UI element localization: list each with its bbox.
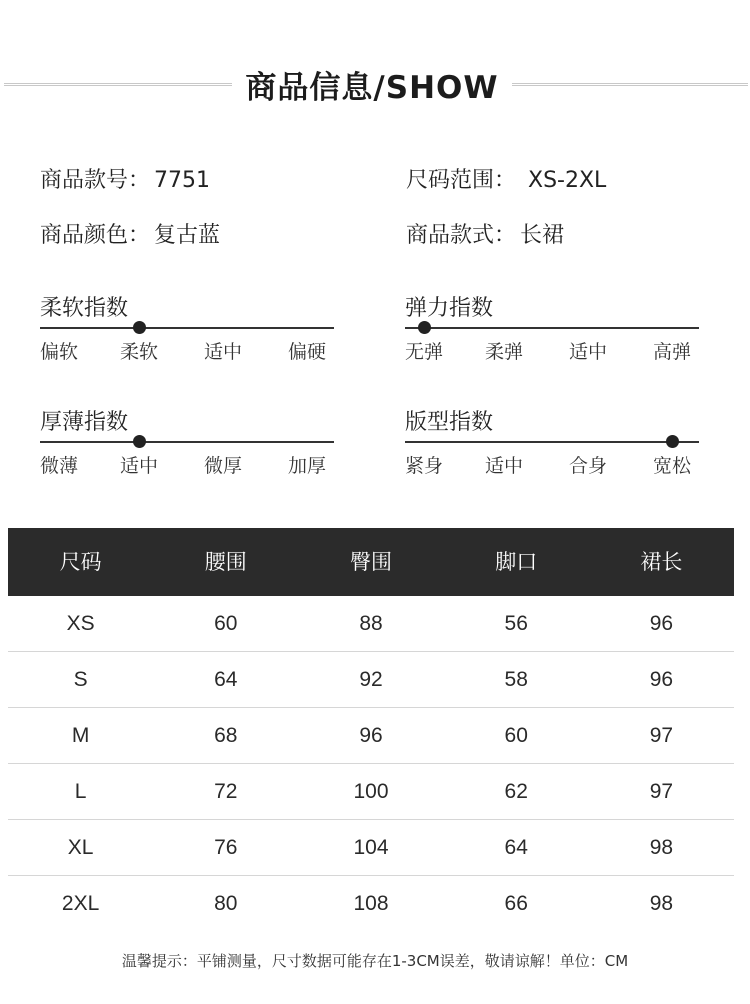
table-cell: XL [67, 836, 94, 859]
table-cell: 96 [359, 724, 383, 747]
scale-label: 加厚 [288, 455, 327, 477]
section-header [0, 58, 750, 108]
softness-scale-track [40, 327, 334, 329]
scale-label: 偏软 [40, 341, 79, 363]
scale-label: 微薄 [40, 455, 79, 477]
table-row [8, 820, 734, 876]
header-cell: 脚口 [495, 550, 538, 574]
size-table [8, 528, 734, 932]
table-cell: 80 [214, 892, 238, 915]
scale-label: 适中 [120, 455, 159, 477]
table-cell: 100 [353, 780, 389, 803]
table-cell: 60 [214, 612, 238, 635]
table-cell: L [74, 780, 87, 803]
table-cell: 97 [649, 780, 674, 803]
table-cell: 104 [353, 836, 389, 859]
style-number-label: 商品款号： [40, 168, 151, 193]
scale-label: 无弹 [405, 341, 444, 363]
elasticity-scale [405, 291, 699, 363]
scale-label: 宽松 [653, 455, 692, 477]
table-cell: 97 [649, 724, 674, 747]
table-cell: 56 [504, 612, 528, 635]
color-label: 商品颜色： [40, 223, 151, 248]
table-cell: 98 [649, 892, 674, 915]
table-cell: 98 [649, 836, 674, 859]
scale-label: 合身 [569, 455, 608, 477]
fit-scale-marker [666, 435, 679, 448]
fit-scale [405, 405, 699, 477]
table-cell: M [71, 724, 90, 747]
table-cell: 88 [359, 612, 383, 635]
style-number-value: 7751 [154, 168, 211, 193]
table-cell: 68 [214, 724, 238, 747]
table-header [8, 528, 734, 596]
table-cell: XS [66, 612, 95, 635]
info-style-number [40, 163, 210, 194]
size-range-label: 尺码范围： [406, 168, 517, 193]
thickness-scale-title: 厚薄指数 [40, 410, 129, 435]
table-cell: 96 [649, 668, 674, 691]
fit-scale-track [405, 441, 699, 443]
header-cell: 裙长 [640, 550, 683, 574]
table-cell: 108 [353, 892, 389, 915]
measurement-note: 温馨提示：平铺测量，尺寸数据可能存在1-3CM误差，敬请谅解！单位：CM [121, 952, 629, 970]
header-divider-right [512, 83, 748, 86]
table-cell: 64 [214, 668, 238, 691]
table-row [8, 708, 734, 764]
softness-scale-labels [40, 337, 334, 363]
table-cell: 62 [504, 780, 528, 803]
scale-label: 紧身 [405, 455, 444, 477]
thickness-scale-labels [40, 451, 334, 477]
thickness-scale [40, 405, 334, 477]
softness-scale-marker [133, 321, 146, 334]
elasticity-scale-labels [405, 337, 699, 363]
table-row [8, 764, 734, 820]
info-color [40, 218, 220, 249]
table-cell: 58 [504, 668, 528, 691]
table-cell: 72 [214, 780, 238, 803]
elasticity-scale-title: 弹力指数 [405, 296, 494, 321]
thickness-scale-marker [133, 435, 146, 448]
table-cell: S [73, 668, 88, 691]
header-cell: 臀围 [350, 550, 392, 574]
style-label: 商品款式： [406, 223, 517, 248]
scale-label: 适中 [485, 455, 524, 477]
scale-label: 适中 [569, 341, 608, 363]
scale-label: 高弹 [653, 341, 692, 363]
header-cell: 尺码 [59, 550, 102, 574]
color-value: 复古蓝 [154, 223, 221, 248]
softness-scale [40, 291, 334, 363]
table-cell: 2XL [61, 892, 100, 915]
header-divider-left [4, 83, 232, 86]
scale-label: 微厚 [204, 455, 243, 477]
table-cell: 66 [504, 892, 528, 915]
softness-scale-title: 柔软指数 [40, 296, 129, 321]
size-range-value: XS-2XL [528, 168, 607, 193]
table-row [8, 652, 734, 708]
info-style [406, 218, 564, 249]
table-row [8, 596, 734, 652]
elasticity-scale-track [405, 327, 699, 329]
table-cell: 92 [359, 668, 383, 691]
elasticity-scale-marker [418, 321, 431, 334]
table-cell: 64 [504, 836, 528, 859]
scale-label: 柔弹 [485, 341, 524, 363]
thickness-scale-track [40, 441, 334, 443]
table-cell: 60 [504, 724, 528, 747]
table-cell: 76 [214, 836, 238, 859]
table-row [8, 876, 734, 932]
scale-label: 柔软 [120, 341, 159, 363]
style-value: 长裙 [520, 223, 565, 248]
table-cell: 96 [649, 612, 674, 635]
scale-label: 适中 [204, 341, 243, 363]
page-title: 商品信息/SHOW [245, 70, 499, 106]
header-cell: 腰围 [204, 550, 247, 574]
fit-scale-labels [405, 451, 699, 477]
info-size-range [406, 163, 606, 194]
scale-label: 偏硬 [288, 341, 327, 363]
fit-scale-title: 版型指数 [405, 410, 494, 435]
